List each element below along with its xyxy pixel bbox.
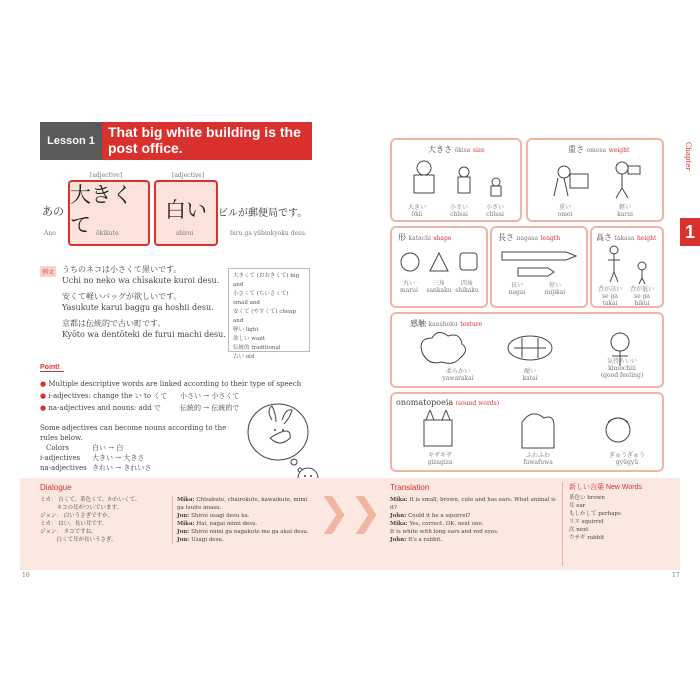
point-label: Point! [40,364,64,372]
vocab-item: 伝統的 traditional [233,345,281,351]
new-words-box [562,482,675,566]
adj1-label: [adjective] [90,172,123,179]
new-word: 茶色い brown [569,495,605,501]
panel-onomatopoeia: onomatopoeia (sound words) ギザギザ gizagiza ふわふわ fuwafuwa ぎゅうぎゅう gyūgyū [390,392,664,472]
vocab-item: 大きくて (おおきくて) big and [233,273,300,288]
dialogue-title: Dialogue [40,483,72,492]
example-jp: うちのネコは小さくて黒いです。 [62,265,182,274]
vocab-item: 古い old [233,354,255,360]
chapter-number: 1 [680,218,700,246]
chevron-right-icon: ❯❯ [318,490,382,534]
height-illustration [598,244,658,284]
adj2-label: [adjective] [172,172,205,179]
sentence-ano: あの [42,205,64,218]
panel-length: 長さ nagasa length 長い nagai 短い mijikai [490,226,588,308]
chapter-tab [680,138,700,248]
adjective-box-1: 大きくて [68,180,150,246]
vocabulary-box [228,268,310,360]
vocab-item: 軽い light [233,327,259,333]
panel-shape: 形 katachi shape 丸い marui 三角 sankaku 四角 shikaku [390,226,488,308]
panel-texture: 感触 kanshoku texture 柔らかい yawarakai 硬い katai 気持ちいい kimochiii (good feeling) [390,312,664,388]
page-number-left: 16 [22,572,30,579]
sentence-ano-romaji: Ano [44,230,56,237]
chapter-label: Chapter [684,142,692,171]
vocab-item: 小さくて (ちいさくて) small and [233,291,289,306]
point-line: ● i-adjectives: change the い to くて 小さい → 小さくて [40,392,240,400]
new-word: もしかして perhaps [569,511,621,517]
adjective-box-2: 白い [154,180,218,246]
sentence-rest-romaji: biru ga yūbinkyoku desu. [230,230,307,237]
weight-illustration [544,158,648,202]
point-line: ● na-adjectives and nouns: add で 伝統的 → 伝統的で [40,404,240,412]
point-note: Some adjectives can become nouns according to the rules below. Colors 白い → 白 i-adjectives 大きい → 大きさ na-adjectives きれい → きれいさ [40,424,227,472]
example-romaji: Uchi no neko wa chīsakute kuroi desu. [62,276,220,285]
new-word: ウサギ rabbit [569,535,605,541]
onomatopoeia-illustration [412,410,652,450]
lesson-tag: Lesson 1 [40,122,102,160]
adj1-romaji: ōkikute [96,230,119,237]
translation-title: Translation [390,483,430,492]
example-romaji: Kyōto wa dentōteki de furui machi desu. [62,330,226,339]
shape-illustration [398,250,480,274]
dialogue-romaji: Mika: Chīsakute, chairokute, kawaikute, mimi ga tsuite imasu. Jon: Shiroi usagi desu ka. Mika: Hai, nagai mimi desu. Jon: Shiroi mimi ga nagakute me ga akai desu. Jon: Usagi desu. [172,496,313,544]
new-word: 耳 ear [569,503,586,509]
length-illustration [498,244,580,280]
example-jp: 京都は伝統的で古い町です。 [62,319,166,328]
vocab-item: 安くて (やすくて) cheap and [233,309,296,324]
lesson-title: That big white building is the post office. [108,124,301,156]
example-romaji: Yasukute karui baggu ga hoshii desu. [62,303,214,312]
point-line: ● Multiple descriptive words are linked according to their type of speech [40,380,302,388]
new-word: 次 next [569,527,589,533]
dialogue-japanese: ミカ： 白くて、茶色くて、かわいくて、 ネコの耳がついています。 ジョン： 白いうさぎですか。 ミカ： はい。長い耳です。 ジョン： ネコですね。 白くて耳が長いうさぎ。 [40,497,141,543]
size-illustration [402,158,512,202]
panel-size: 大きさ ōkisa size 大きい ōkii 小さい chīsai 小さい chīsai [390,138,522,222]
sentence-rest: ビルが郵便局です。 [218,208,308,219]
example-tag: 例文 [40,266,56,277]
panel-weight: 重さ omosa weight 重い omoi 軽い karui [526,138,664,222]
page-number-right: 17 [672,572,680,579]
vocab-item: 欲しい want [233,336,265,342]
new-word: リス squirrel [569,519,604,525]
translation-lines: Mika: It is small, brown, cute and has ears. What animal is it? John: Could it be a squirrel? Mika: Yes, correct. OK, next one. It is white with long ears and red eyes. John: It's a rabbit. [390,497,556,543]
adj2-romaji: shiroi [176,230,194,237]
example-jp: 安くて軽いバッグが欲しいです。 [62,292,182,301]
new-words-title: 新しい言葉 New Words [569,484,642,491]
example-list [62,264,227,340]
panel-height: 高さ takasa height 背が高い se ga takai 背が低い se ga hikui [590,226,664,308]
